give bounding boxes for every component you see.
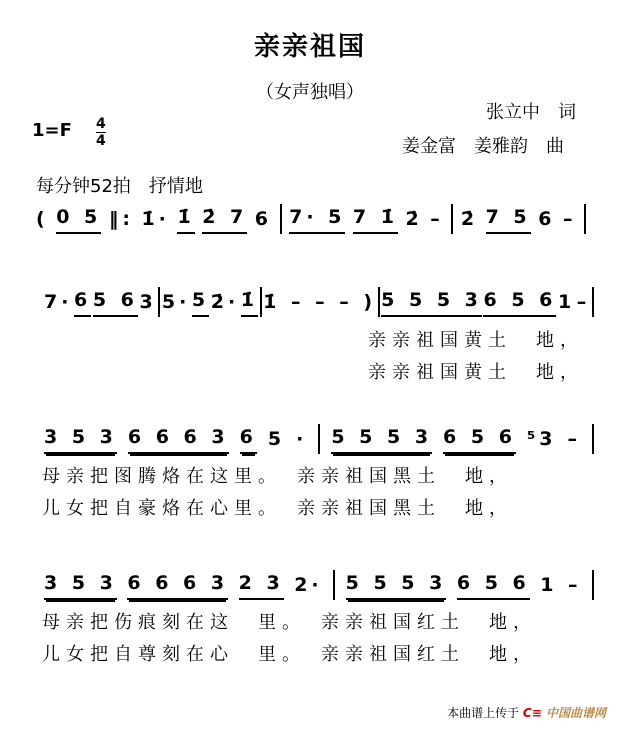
note-group: 2̇ [405,208,423,230]
note-group: 1̇ [177,206,194,234]
logo-icon: C≡ [522,706,542,720]
note-group: ⁵3 [526,428,557,450]
lyric-line: 亲亲祖国黄土 地， [368,362,584,383]
lyric-line: 母亲把图腾烙在这里。 亲亲祖国黑土 地， [42,466,513,487]
bar-line [378,287,380,317]
note-group: 0 5 [56,206,101,234]
note-group: 5 [267,428,286,450]
note-group: – [567,428,581,450]
note-group: ‖: [108,208,134,230]
note-group: 6 [74,289,91,317]
note-group: 6 5 6 [443,426,516,454]
note-group: – [430,208,444,230]
note-group: 1 [557,291,576,313]
note-group: ( [36,208,49,230]
song-title: 亲亲祖国 [253,32,366,62]
note-group: 7· 5 [289,206,345,234]
staff-line-4 [44,566,594,600]
note-group: 5 [192,289,209,317]
note-group: 3 [139,291,157,313]
lyric-line: 儿女把自尊刻在心 里。 亲亲祖国红土 地， [42,644,537,665]
note-group: 5 6 [93,289,138,317]
bar-line [592,570,594,600]
note-group: 7 5 [486,206,531,234]
note-group: – [568,574,582,596]
note-group: 7· [44,291,73,313]
key-signature: 1=F [32,120,72,141]
note-group: 5· [161,291,191,313]
time-signature [96,116,106,149]
staff-line-2 [44,283,594,317]
note-group: 3 5 3 [44,426,117,454]
note-group: 6 [538,208,556,230]
note-group: 2̇ [460,208,479,230]
bar-line [584,204,586,234]
note-group: 6 6 6 3 [127,572,228,600]
logo-text: 中国曲谱网 [545,706,606,720]
footer [447,704,606,721]
composer: 姜金富 姜雅韵 曲 [402,136,564,157]
note-group: 6 6 6 3 [128,426,229,454]
note-group: 7 1̇ [353,206,398,234]
lyric-line: 儿女把自豪烙在心里。 亲亲祖国黑土 地， [42,498,513,519]
note-group: – [576,291,591,313]
subtitle: （女声独唱） [256,82,364,103]
bar-line [280,204,282,234]
note-group: 1̇ – – – ) [263,291,377,313]
time-top: 4 [96,116,106,132]
note-group: 6 [240,426,257,454]
note-group: 1̇ [241,289,258,317]
note-group: 1 [540,574,558,596]
note-group: 3 5 3 [44,572,117,600]
bar-line [592,287,594,317]
note-group: 2 3 [239,572,284,600]
note-group: 5 5 5 3 [346,572,447,600]
note-group: 2̇ 7 [202,206,247,234]
staff-line-1 [36,200,586,234]
footer-text: 本曲谱上传于 [447,706,520,720]
bar-line [260,287,262,317]
note-group: 5 5 5 3 [331,426,432,454]
note-group: 6 5 6 [457,572,530,600]
note-group: 2̇· [210,291,240,313]
bar-line [318,424,320,454]
tempo-marking: 每分钟52拍 抒情地 [36,176,203,197]
bar-line [333,570,335,600]
note-group: · [296,428,308,450]
note-group: 5 5 5 3 [381,289,482,317]
site-logo[interactable] [523,706,606,720]
bar-line [592,424,594,454]
bar-line [451,204,453,234]
lyric-line: 母亲把伤痕刻在这 里。 亲亲祖国红土 地， [42,612,537,633]
note-group: 1̇· [141,208,170,230]
lyric-line: 亲亲祖国黄土 地， [368,330,584,351]
time-bottom: 4 [96,133,106,149]
lyricist: 张立中 词 [486,102,576,123]
note-group: 6 5 6 [483,289,556,317]
note-group: 2· [294,574,323,596]
note-group: 6 [254,208,273,230]
staff-line-3 [44,420,594,454]
bar-line [158,287,160,317]
note-group: – [562,208,577,230]
